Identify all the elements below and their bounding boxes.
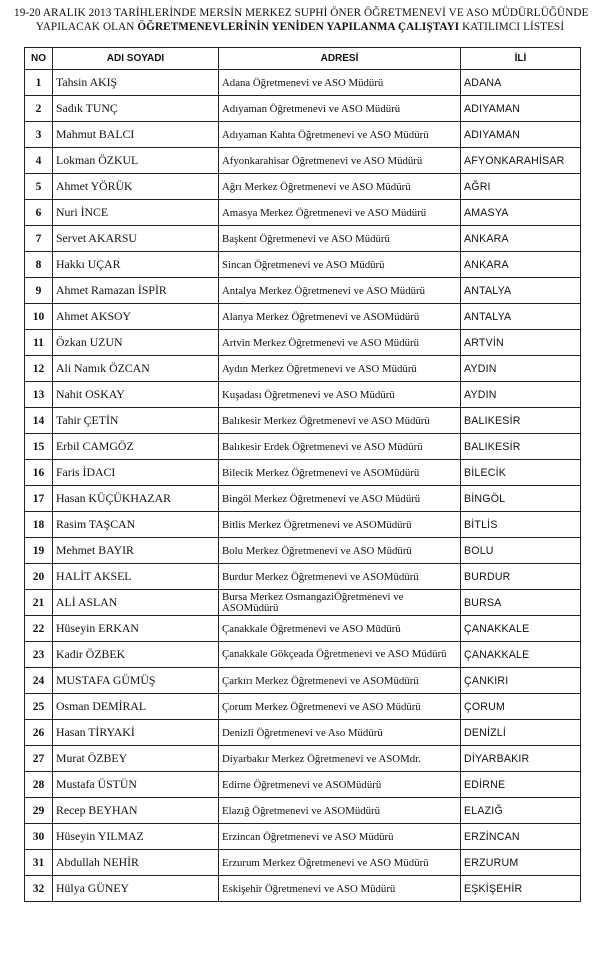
row-number-cell: 25: [25, 694, 53, 720]
address-cell: Eskişehir Öğretmenevi ve ASO Müdürü: [219, 876, 461, 902]
participant-name-cell: Recep BEYHAN: [53, 798, 219, 824]
table-row: [25, 876, 581, 902]
address-cell: Ağrı Merkez Öğretmenevi ve ASO Müdürü: [219, 174, 461, 200]
city-cell: AYDIN: [461, 356, 581, 382]
city-cell: BALIKESİR: [461, 408, 581, 434]
city-cell: BİLECİK: [461, 460, 581, 486]
participant-name-cell: Özkan UZUN: [53, 330, 219, 356]
table-row: [25, 304, 581, 330]
row-number-cell: 6: [25, 200, 53, 226]
table-row: [25, 460, 581, 486]
header-address: ADRESİ: [219, 48, 461, 70]
table-row: [25, 694, 581, 720]
city-cell: BURSA: [461, 590, 581, 616]
row-number-cell: 22: [25, 616, 53, 642]
address-cell: Kuşadası Öğretmenevi ve ASO Müdürü: [219, 382, 461, 408]
row-number-cell: 1: [25, 70, 53, 96]
participant-name-cell: Hasan KÜÇÜKHAZAR: [53, 486, 219, 512]
city-cell: BALIKESİR: [461, 434, 581, 460]
city-cell: BİTLİS: [461, 512, 581, 538]
row-number-cell: 27: [25, 746, 53, 772]
row-number-cell: 30: [25, 824, 53, 850]
row-number-cell: 18: [25, 512, 53, 538]
address-cell: Bingöl Merkez Öğretmenevi ve ASO Müdürü: [219, 486, 461, 512]
title-line-2: [14, 20, 586, 34]
address-cell: Alanya Merkez Öğretmenevi ve ASOMüdürü: [219, 304, 461, 330]
row-number-cell: 29: [25, 798, 53, 824]
row-number-cell: 16: [25, 460, 53, 486]
row-number-cell: 13: [25, 382, 53, 408]
title-line-1: 19-20 ARALIK 2013 TARİHLERİNDE MERSİN MERKEZ SUPHİ ÖNER ÖĞRETMENEVİ VE ASO MÜDÜRLÜĞÜNDE: [14, 7, 589, 19]
row-number-cell: 20: [25, 564, 53, 590]
participant-name-cell: Mustafa ÜSTÜN: [53, 772, 219, 798]
participant-name-cell: Lokman ÖZKUL: [53, 148, 219, 174]
city-cell: EŞKİŞEHİR: [461, 876, 581, 902]
participant-name-cell: Hüseyin ERKAN: [53, 616, 219, 642]
table-row: [25, 486, 581, 512]
table-row: [25, 772, 581, 798]
participant-name-cell: Tahsin AKIŞ: [53, 70, 219, 96]
address-cell: Çarkırı Merkez Öğretmenevi ve ASOMüdürü: [219, 668, 461, 694]
row-number-cell: 7: [25, 226, 53, 252]
city-cell: ADIYAMAN: [461, 122, 581, 148]
city-cell: AYDIN: [461, 382, 581, 408]
table-row: [25, 434, 581, 460]
city-cell: BURDUR: [461, 564, 581, 590]
address-cell: Edirne Öğretmenevi ve ASOMüdürü: [219, 772, 461, 798]
participant-name-cell: Nuri İNCE: [53, 200, 219, 226]
table-row: [25, 70, 581, 96]
address-cell: Adıyaman Öğretmenevi ve ASO Müdürü: [219, 96, 461, 122]
table-row: [25, 148, 581, 174]
participant-name-cell: Ali Namık ÖZCAN: [53, 356, 219, 382]
row-number-cell: 11: [25, 330, 53, 356]
table-header-row: [25, 48, 581, 70]
participant-name-cell: Faris İDACI: [53, 460, 219, 486]
address-cell: Afyonkarahisar Öğretmenevi ve ASO Müdürü: [219, 148, 461, 174]
participant-name-cell: Abdullah NEHİR: [53, 850, 219, 876]
row-number-cell: 14: [25, 408, 53, 434]
table-row: [25, 96, 581, 122]
city-cell: ANKARA: [461, 252, 581, 278]
row-number-cell: 10: [25, 304, 53, 330]
row-number-cell: 9: [25, 278, 53, 304]
city-cell: ERZURUM: [461, 850, 581, 876]
table-row: [25, 668, 581, 694]
address-cell: Denizli Öğretmenevi ve Aso Müdürü: [219, 720, 461, 746]
participant-name-cell: Tahir ÇETİN: [53, 408, 219, 434]
participant-name-cell: Kadir ÖZBEK: [53, 642, 219, 668]
participant-name-cell: Hakkı UÇAR: [53, 252, 219, 278]
address-cell: Bursa Merkez OsmangaziÖğretmenevi ve ASOMüdürü: [219, 590, 461, 616]
row-number-cell: 12: [25, 356, 53, 382]
row-number-cell: 26: [25, 720, 53, 746]
address-cell: Balıkesir Erdek Öğretmenevi ve ASO Müdürü: [219, 434, 461, 460]
address-cell: Burdur Merkez Öğretmenevi ve ASOMüdürü: [219, 564, 461, 590]
table-row: [25, 512, 581, 538]
city-cell: ADIYAMAN: [461, 96, 581, 122]
city-cell: AMASYA: [461, 200, 581, 226]
table-row: [25, 746, 581, 772]
address-cell: Adıyaman Kahta Öğretmenevi ve ASO Müdürü: [219, 122, 461, 148]
address-cell: Çorum Merkez Öğretmenevi ve ASO Müdürü: [219, 694, 461, 720]
table-row: [25, 642, 581, 668]
document-title: [14, 6, 589, 34]
address-cell: Balıkesir Merkez Öğretmenevi ve ASO Müdürü: [219, 408, 461, 434]
table-row: [25, 122, 581, 148]
city-cell: ERZİNCAN: [461, 824, 581, 850]
title-line-2-bold: ÖĞRETMENEVLERİNİN YENİDEN YAPILANMA ÇALIŞTAYI: [137, 21, 460, 33]
table-row: [25, 278, 581, 304]
participant-name-cell: Ahmet YÖRÜK: [53, 174, 219, 200]
title-line-2-pre: YAPILACAK OLAN: [35, 21, 138, 33]
address-cell: Başkent Öğretmenevi ve ASO Müdürü: [219, 226, 461, 252]
address-cell: Sincan Öğretmenevi ve ASO Müdürü: [219, 252, 461, 278]
row-number-cell: 4: [25, 148, 53, 174]
row-number-cell: 15: [25, 434, 53, 460]
header-city: İLİ: [461, 48, 581, 70]
row-number-cell: 19: [25, 538, 53, 564]
table-row: [25, 408, 581, 434]
participant-name-cell: Erbil CAMGÖZ: [53, 434, 219, 460]
address-cell: Elazığ Öğretmenevi ve ASOMüdürü: [219, 798, 461, 824]
city-cell: DİYARBAKIR: [461, 746, 581, 772]
table-row: [25, 356, 581, 382]
table-row: [25, 200, 581, 226]
row-number-cell: 28: [25, 772, 53, 798]
city-cell: ELAZIĞ: [461, 798, 581, 824]
participant-name-cell: Mahmut BALCI: [53, 122, 219, 148]
row-number-cell: 24: [25, 668, 53, 694]
address-cell: Diyarbakır Merkez Öğretmenevi ve ASOMdr.: [219, 746, 461, 772]
header-no: NO: [25, 48, 53, 70]
participant-name-cell: HALİT AKSEL: [53, 564, 219, 590]
address-cell: Bitlis Merkez Öğretmenevi ve ASOMüdürü: [219, 512, 461, 538]
address-cell: Bolu Merkez Öğretmenevi ve ASO Müdürü: [219, 538, 461, 564]
address-cell: Bilecik Merkez Öğretmenevi ve ASOMüdürü: [219, 460, 461, 486]
header-name: ADI SOYADI: [53, 48, 219, 70]
participant-name-cell: Servet AKARSU: [53, 226, 219, 252]
title-line-2-post: KATILIMCI LİSTESİ: [459, 21, 565, 33]
city-cell: DENİZLİ: [461, 720, 581, 746]
row-number-cell: 2: [25, 96, 53, 122]
table-row: [25, 720, 581, 746]
city-cell: ÇANKIRI: [461, 668, 581, 694]
participant-name-cell: Ahmet AKSOY: [53, 304, 219, 330]
participant-name-cell: Sadık TUNÇ: [53, 96, 219, 122]
table-row: [25, 226, 581, 252]
address-cell: Çanakkale Gökçeada Öğretmenevi ve ASO Müdürü: [219, 642, 461, 668]
table-row: [25, 798, 581, 824]
table-row: [25, 616, 581, 642]
table-row: [25, 564, 581, 590]
row-number-cell: 21: [25, 590, 53, 616]
city-cell: AFYONKARAHİSAR: [461, 148, 581, 174]
city-cell: ARTVİN: [461, 330, 581, 356]
row-number-cell: 32: [25, 876, 53, 902]
row-number-cell: 17: [25, 486, 53, 512]
row-number-cell: 31: [25, 850, 53, 876]
participant-name-cell: Murat ÖZBEY: [53, 746, 219, 772]
address-cell: Artvin Merkez Öğretmenevi ve ASO Müdürü: [219, 330, 461, 356]
address-cell: Aydın Merkez Öğretmenevi ve ASO Müdürü: [219, 356, 461, 382]
city-cell: ADANA: [461, 70, 581, 96]
participant-table: [24, 47, 581, 902]
city-cell: ÇANAKKALE: [461, 642, 581, 668]
table-row: [25, 538, 581, 564]
address-cell: Erzurum Merkez Öğretmenevi ve ASO Müdürü: [219, 850, 461, 876]
address-cell: Adana Öğretmenevi ve ASO Müdürü: [219, 70, 461, 96]
address-cell: Antalya Merkez Öğretmenevi ve ASO Müdürü: [219, 278, 461, 304]
city-cell: BİNGÖL: [461, 486, 581, 512]
city-cell: BOLU: [461, 538, 581, 564]
table-row: [25, 252, 581, 278]
table-row: [25, 824, 581, 850]
table-row: [25, 590, 581, 616]
address-cell: Çanakkale Öğretmenevi ve ASO Müdürü: [219, 616, 461, 642]
city-cell: EDİRNE: [461, 772, 581, 798]
table-row: [25, 382, 581, 408]
table-body: [25, 70, 581, 902]
participant-name-cell: ALİ ASLAN: [53, 590, 219, 616]
address-cell: Amasya Merkez Öğretmenevi ve ASO Müdürü: [219, 200, 461, 226]
row-number-cell: 8: [25, 252, 53, 278]
participant-name-cell: Hüseyin YILMAZ: [53, 824, 219, 850]
city-cell: ANKARA: [461, 226, 581, 252]
table-row: [25, 330, 581, 356]
participant-name-cell: Mehmet BAYIR: [53, 538, 219, 564]
participant-name-cell: Hasan TİRYAKİ: [53, 720, 219, 746]
participant-name-cell: Hülya GÜNEY: [53, 876, 219, 902]
table-row: [25, 174, 581, 200]
participant-name-cell: Ahmet Ramazan İSPİR: [53, 278, 219, 304]
city-cell: ANTALYA: [461, 304, 581, 330]
table-row: [25, 850, 581, 876]
participant-name-cell: Rasim TAŞCAN: [53, 512, 219, 538]
city-cell: ANTALYA: [461, 278, 581, 304]
participant-name-cell: MUSTAFA GÜMÜŞ: [53, 668, 219, 694]
city-cell: ÇORUM: [461, 694, 581, 720]
row-number-cell: 5: [25, 174, 53, 200]
city-cell: ÇANAKKALE: [461, 616, 581, 642]
row-number-cell: 23: [25, 642, 53, 668]
address-cell: Erzincan Öğretmenevi ve ASO Müdürü: [219, 824, 461, 850]
participant-name-cell: Osman DEMİRAL: [53, 694, 219, 720]
participant-name-cell: Nahit OSKAY: [53, 382, 219, 408]
city-cell: AĞRI: [461, 174, 581, 200]
row-number-cell: 3: [25, 122, 53, 148]
